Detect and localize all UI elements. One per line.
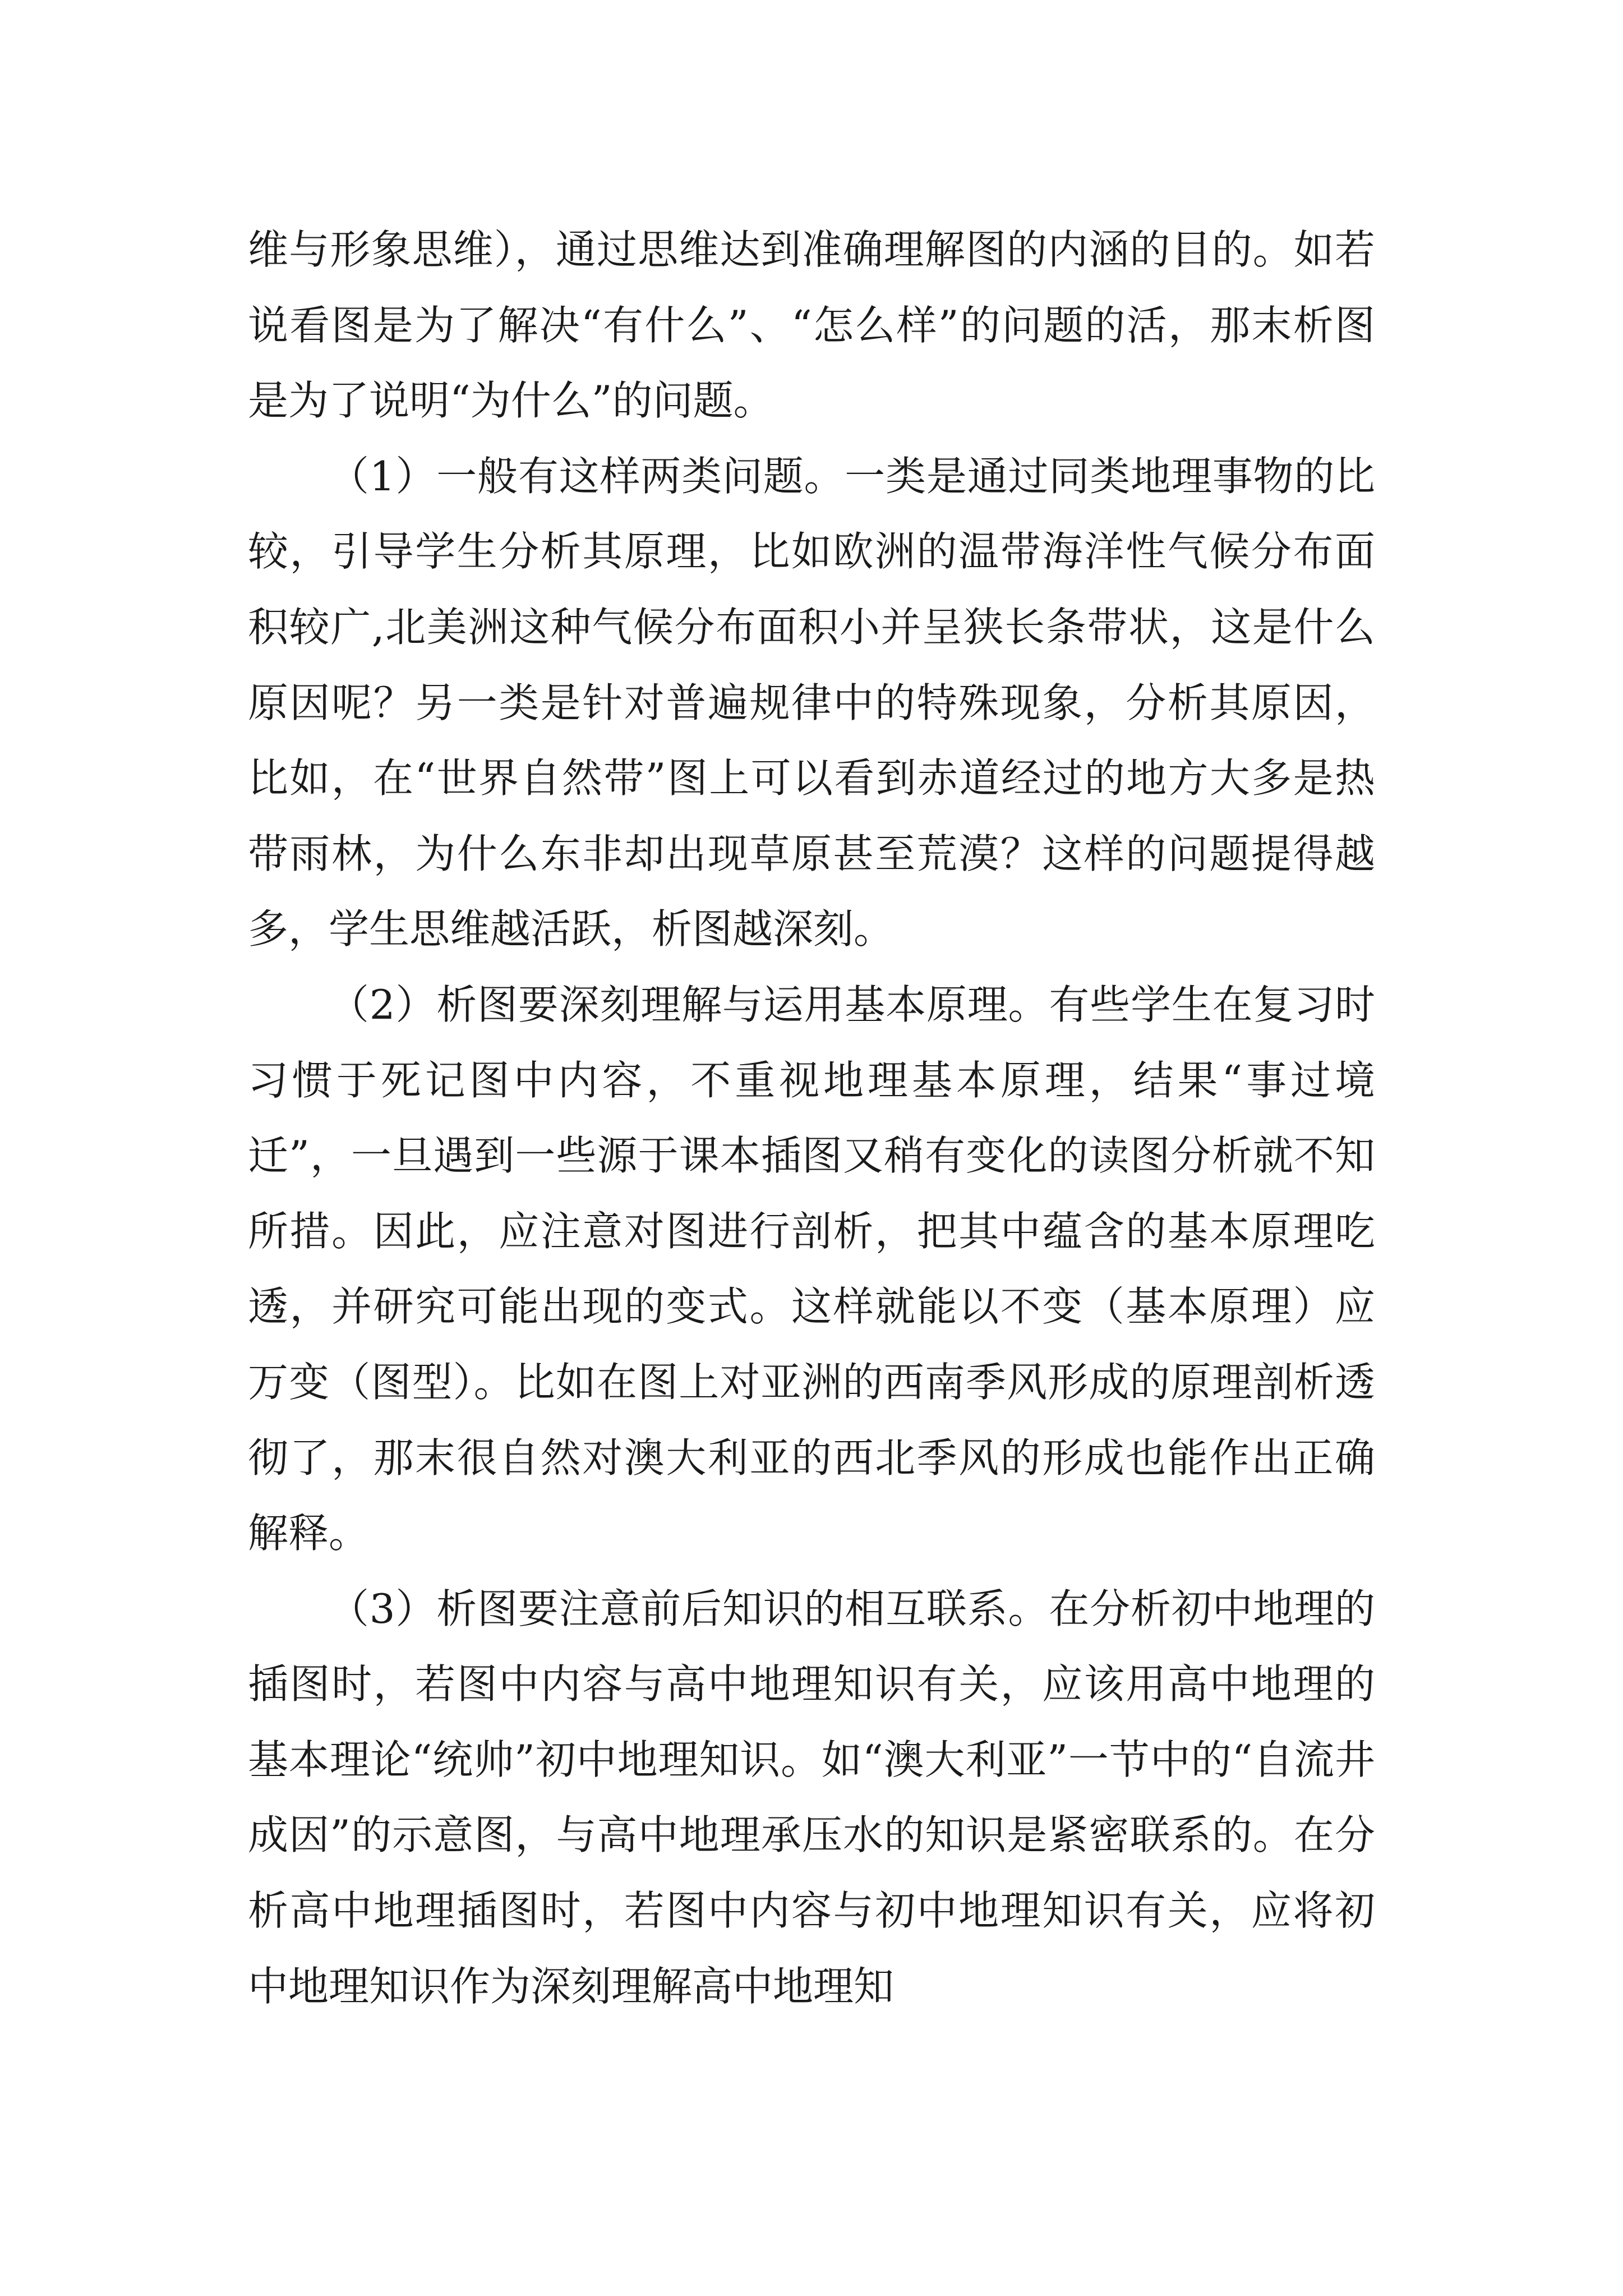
body-text (248, 212, 1375, 2024)
paragraph-continuation: 维与形象思维），通过思维达到准确理解图的内涵的目的。如若说看图是为了解决“有什么”、“怎么样”的问题的活，那末析图是为了说明“为什么”的问题。 (248, 226, 1375, 425)
paragraph-point-1: （1）一般有这样两类问题。一类是通过同类地理事物的比较，引导学生分析其原理，比如欧洲的温带海洋性气候分布面积较广,北美洲这种气候分布面积小并呈狭长条带状，这是什么原因呢？另一类是针对普遍规律中的特殊现象，分析其原因，比如，在“世界自然带”图上可以看到赤道经过的地方大多是热带雨林，为什么东非却出现草原甚至荒漠？这样的问题提得越多，学生思维越活跃，析图越深刻。 (248, 452, 1375, 953)
paragraph-point-2: （2）析图要深刻理解与运用基本原理。有些学生在复习时习惯于死记图中内容，不重视地理基本原理，结果“事过境迁”，一旦遇到一些源于课本插图又稍有变化的读图分析就不知所措。因此，应注意对图进行剖析，把其中蕴含的基本原理吃透，并研究可能出现的变式。这样就能以不变（基本原理）应万变（图型）。比如在图上对亚洲的西南季风形成的原理剖析透彻了，那末很自然对澳大利亚的西北季风的形成也能作出正确解释。 (248, 981, 1375, 1557)
paragraph-point-3: （3）析图要注意前后知识的相互联系。在分析初中地理的插图时，若图中内容与高中地理知识有关，应该用高中地理的基本理论“统帅”初中地理知识。如“澳大利亚”一节中的“自流井成因”的示意图，与高中地理承压水的知识是紧密联系的。在分析高中地理插图时，若图中内容与初中地理知识有关，应将初中地理知识作为深刻理解高中地理知 (248, 1585, 1375, 2010)
